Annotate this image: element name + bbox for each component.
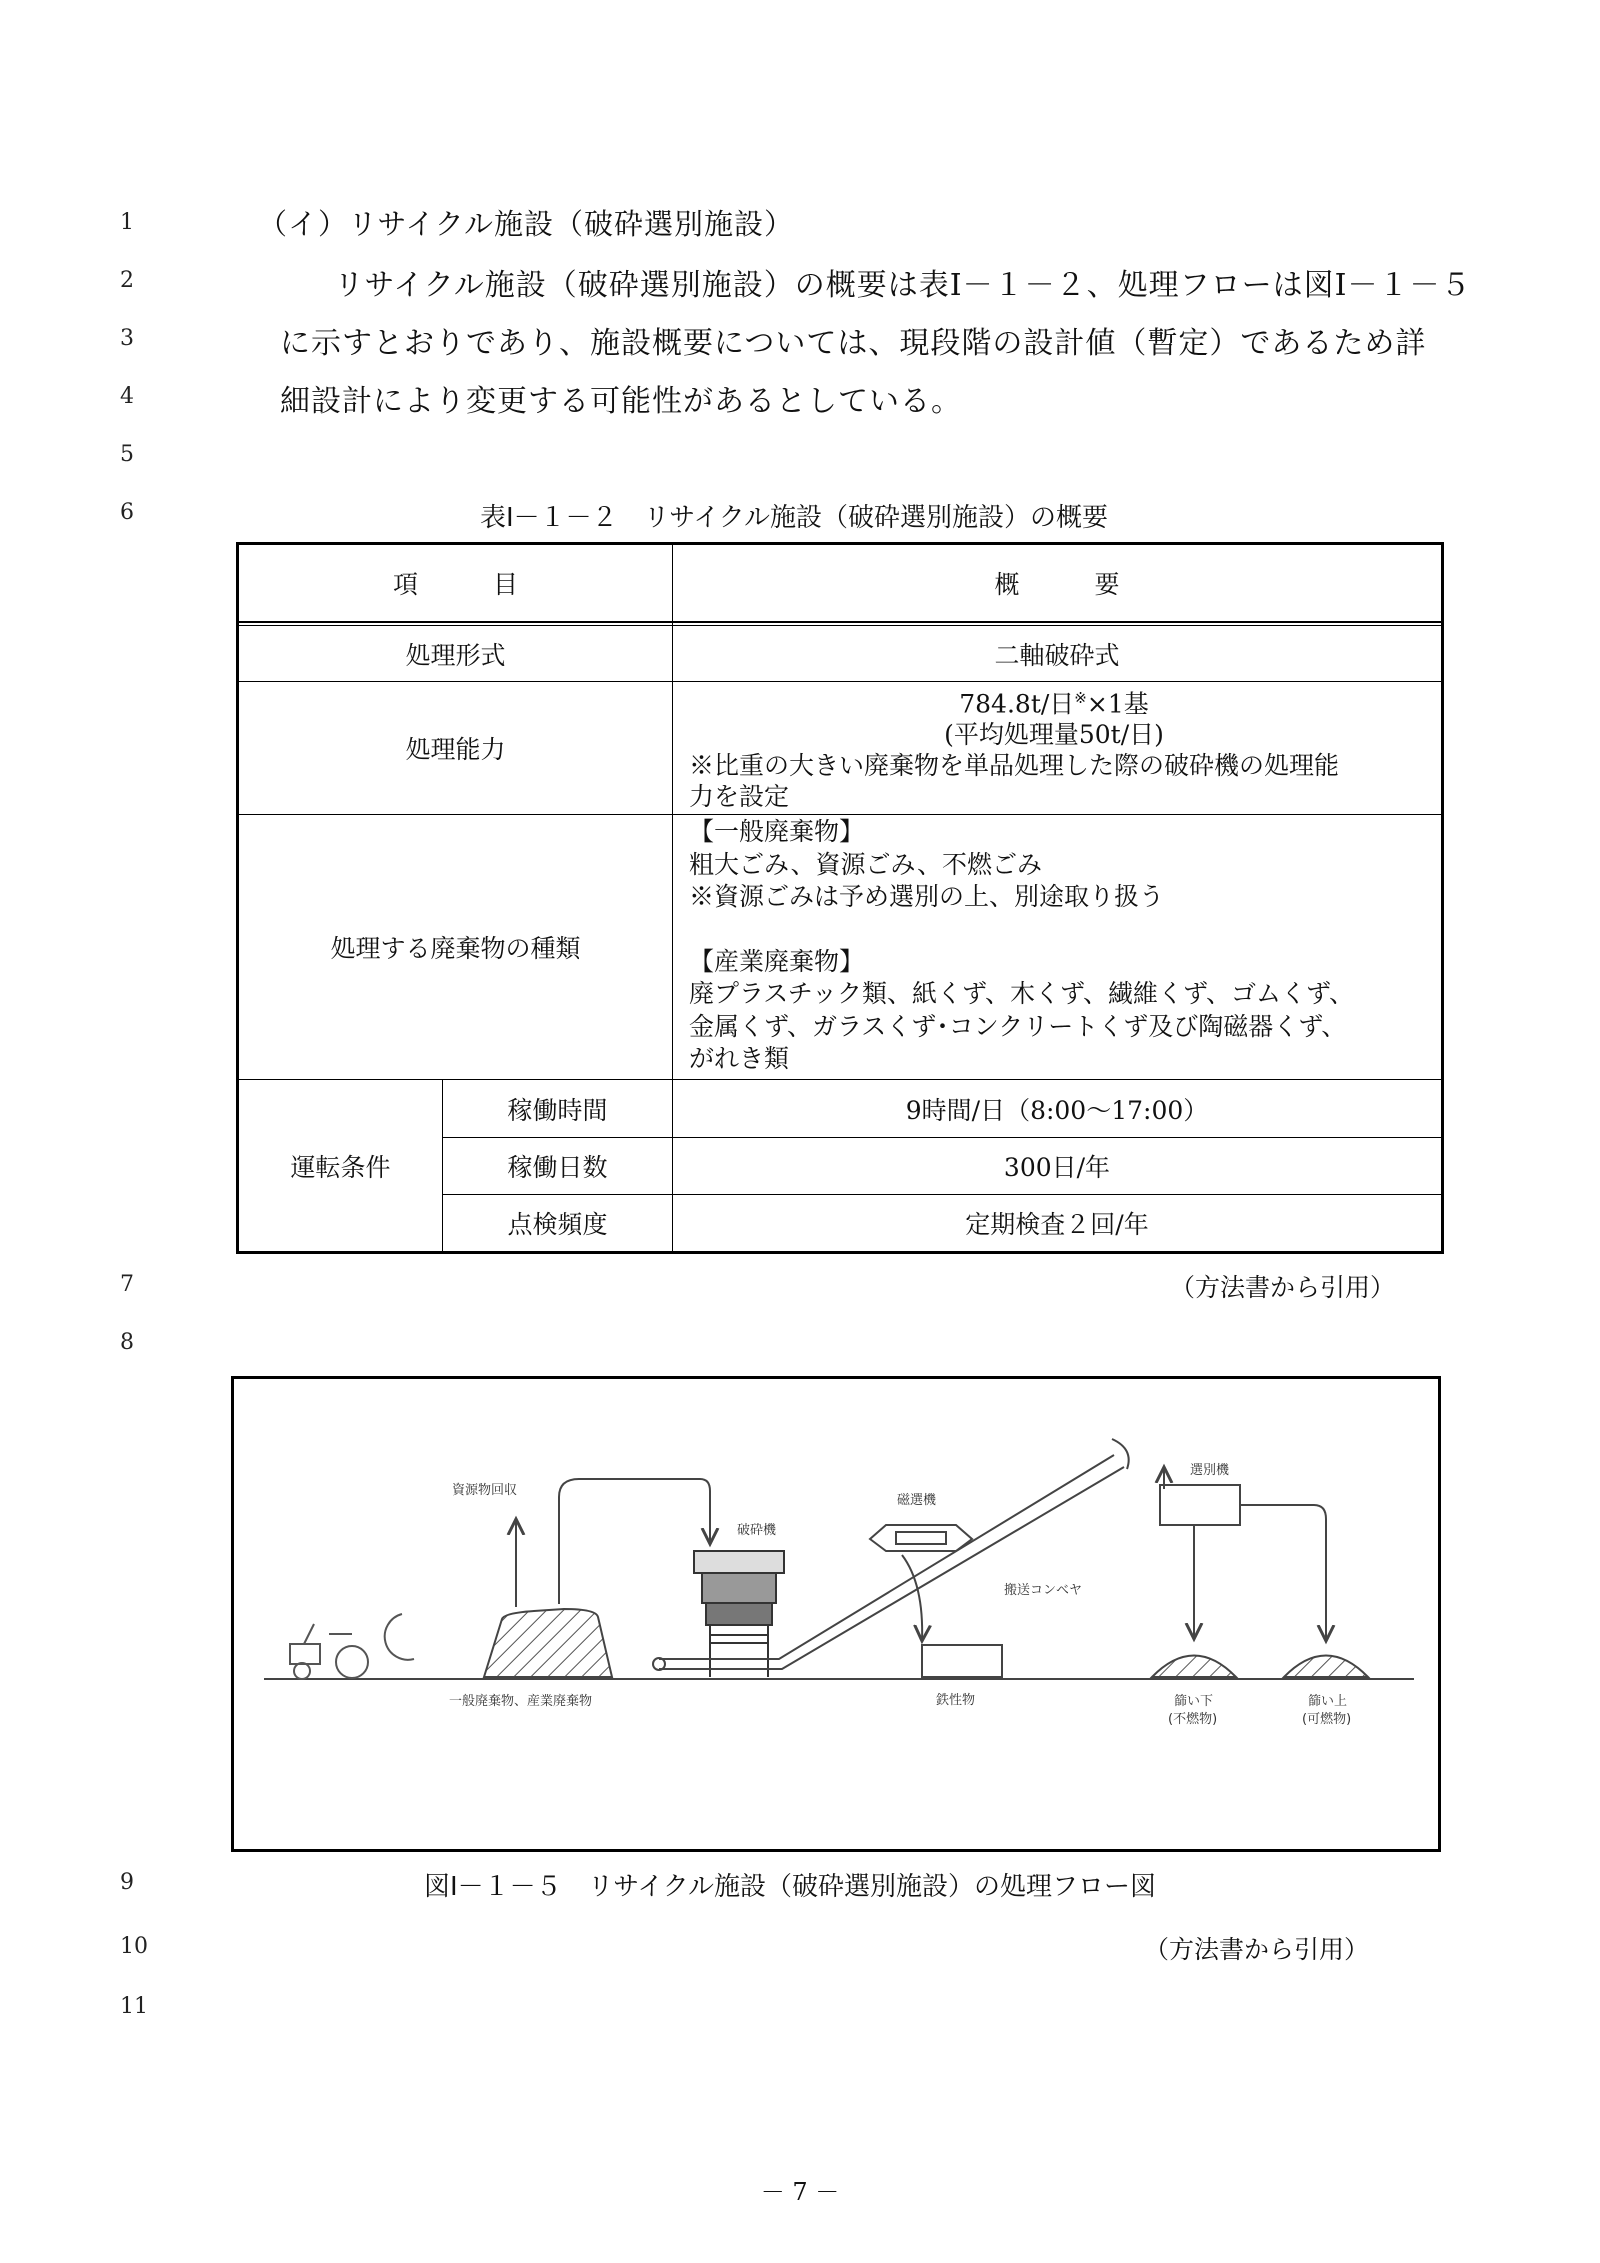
paragraph-line-1: リサイクル施設（破砕選別施設）の概要は表Ⅰ－１－２、処理フローは図Ⅰ－１－５ bbox=[334, 268, 1472, 303]
operation-days-value: 300日/年 bbox=[1003, 1153, 1111, 1182]
header-item: 項 目 bbox=[392, 570, 518, 599]
capacity-label: 処理能力 bbox=[405, 735, 506, 764]
waste-line: 廃プラスチック類、紙くず、木くず、繊維くず、ゴムくず、 bbox=[689, 979, 1355, 1008]
capacity-amount: 784.8t/日 bbox=[959, 689, 1075, 719]
capacity-note-mark: ※ bbox=[1074, 689, 1087, 707]
waste-line bbox=[689, 914, 1439, 946]
label-over-note: (可燃物) bbox=[1302, 1712, 1352, 1727]
waste-line: 粗大ごみ、資源ごみ、不燃ごみ bbox=[689, 849, 1043, 879]
under-pile bbox=[1152, 1656, 1236, 1678]
figure-caption: 図Ⅰ－１－５ リサイクル施設（破砕選別施設）の処理フロー図 bbox=[424, 1872, 1157, 1902]
line-number-3: 3 bbox=[120, 326, 134, 351]
process-flow-figure bbox=[231, 1376, 1441, 1852]
line-number-2: 2 bbox=[120, 268, 134, 293]
capacity-note-cont: 力を設定 bbox=[689, 782, 790, 812]
label-sorter: 選別機 bbox=[1190, 1463, 1230, 1478]
capacity-units: ×1基 bbox=[1086, 689, 1149, 719]
table-source: （方法書から引用） bbox=[1170, 1273, 1396, 1302]
waste-label: 処理する廃棄物の種類 bbox=[330, 934, 581, 963]
header-summary: 概 要 bbox=[994, 570, 1120, 599]
label-magnet: 磁選機 bbox=[897, 1493, 937, 1508]
line-number-5: 5 bbox=[120, 442, 134, 467]
line-number-10: 10 bbox=[120, 1934, 148, 1959]
label-under-note: (不燃物) bbox=[1168, 1712, 1218, 1727]
operation-inspection-label: 点検頻度 bbox=[507, 1210, 608, 1239]
over-arrow bbox=[1240, 1505, 1326, 1641]
label-recovery: 資源物回収 bbox=[452, 1483, 518, 1498]
conveyor-top-arrow bbox=[1112, 1439, 1129, 1469]
page-number: － 7 － bbox=[760, 2178, 840, 2206]
label-iron: 鉄性物 bbox=[936, 1693, 976, 1708]
label-under: 篩い下 bbox=[1174, 1694, 1214, 1709]
format-value: 二軸破砕式 bbox=[994, 640, 1120, 670]
operation-label: 運転条件 bbox=[290, 1152, 391, 1182]
magnet-icon bbox=[870, 1525, 972, 1551]
operation-hours-value: 9時間/日（8:00～17:00） bbox=[905, 1095, 1209, 1125]
waste-pile bbox=[484, 1609, 612, 1677]
label-conveyor: 搬送コンベヤ bbox=[1004, 1583, 1083, 1598]
label-over: 篩い上 bbox=[1308, 1694, 1348, 1709]
paragraph-line-2: に示すとおりであり、施設概要については、現段階の設計値（暫定）であるため詳 bbox=[280, 326, 1427, 361]
waste-line: 【一般廃棄物】 bbox=[689, 817, 865, 846]
figure-source: （方法書から引用） bbox=[1144, 1935, 1370, 1964]
waste-line: 【産業廃棄物】 bbox=[689, 946, 865, 976]
feed-arrow bbox=[559, 1479, 710, 1604]
line-number-7: 7 bbox=[120, 1272, 134, 1297]
tractor-icon bbox=[290, 1614, 414, 1679]
line-number-1: 1 bbox=[120, 210, 134, 235]
waste-value bbox=[689, 816, 1439, 1076]
label-crusher: 破砕機 bbox=[737, 1523, 777, 1538]
capacity-average: (平均処理量50t/日) bbox=[944, 720, 1164, 750]
line-number-6: 6 bbox=[120, 500, 134, 525]
line-number-4: 4 bbox=[120, 384, 134, 409]
table-caption: 表Ⅰ－１－２ リサイクル施設（破砕選別施設）の概要 bbox=[480, 503, 1109, 533]
line-number-11: 11 bbox=[120, 1994, 148, 2019]
sorter-box bbox=[1160, 1485, 1240, 1525]
line-number-9: 9 bbox=[120, 1870, 134, 1895]
waste-line: ※資源ごみは予め選別の上、別途取り扱う bbox=[689, 882, 1165, 911]
waste-line: がれき類 bbox=[689, 1044, 790, 1073]
magnet-arrow bbox=[902, 1555, 922, 1641]
iron-bin bbox=[922, 1645, 1002, 1677]
section-heading: （イ）リサイクル施設（破砕選別施設） bbox=[258, 207, 794, 241]
paragraph-line-3: 細設計により変更する可能性があるとしている。 bbox=[280, 384, 962, 419]
operation-inspection-value: 定期検査２回/年 bbox=[965, 1210, 1149, 1239]
format-label: 処理形式 bbox=[405, 640, 506, 670]
facility-summary-table bbox=[236, 542, 1444, 1254]
waste-line: 金属くず、ガラスくず･コンクリートくず及び陶磁器くず、 bbox=[689, 1011, 1347, 1041]
capacity-note: ※比重の大きい廃棄物を単品処理した際の破砕機の処理能 bbox=[689, 751, 1340, 781]
label-input: 一般廃棄物、産業廃棄物 bbox=[449, 1694, 593, 1709]
process-flow-diagram bbox=[234, 1379, 1438, 1849]
operation-hours-label: 稼働時間 bbox=[507, 1095, 608, 1125]
over-pile bbox=[1284, 1656, 1368, 1678]
operation-days-label: 稼働日数 bbox=[507, 1153, 608, 1182]
line-number-8: 8 bbox=[120, 1330, 134, 1355]
capacity-value bbox=[689, 683, 1439, 812]
